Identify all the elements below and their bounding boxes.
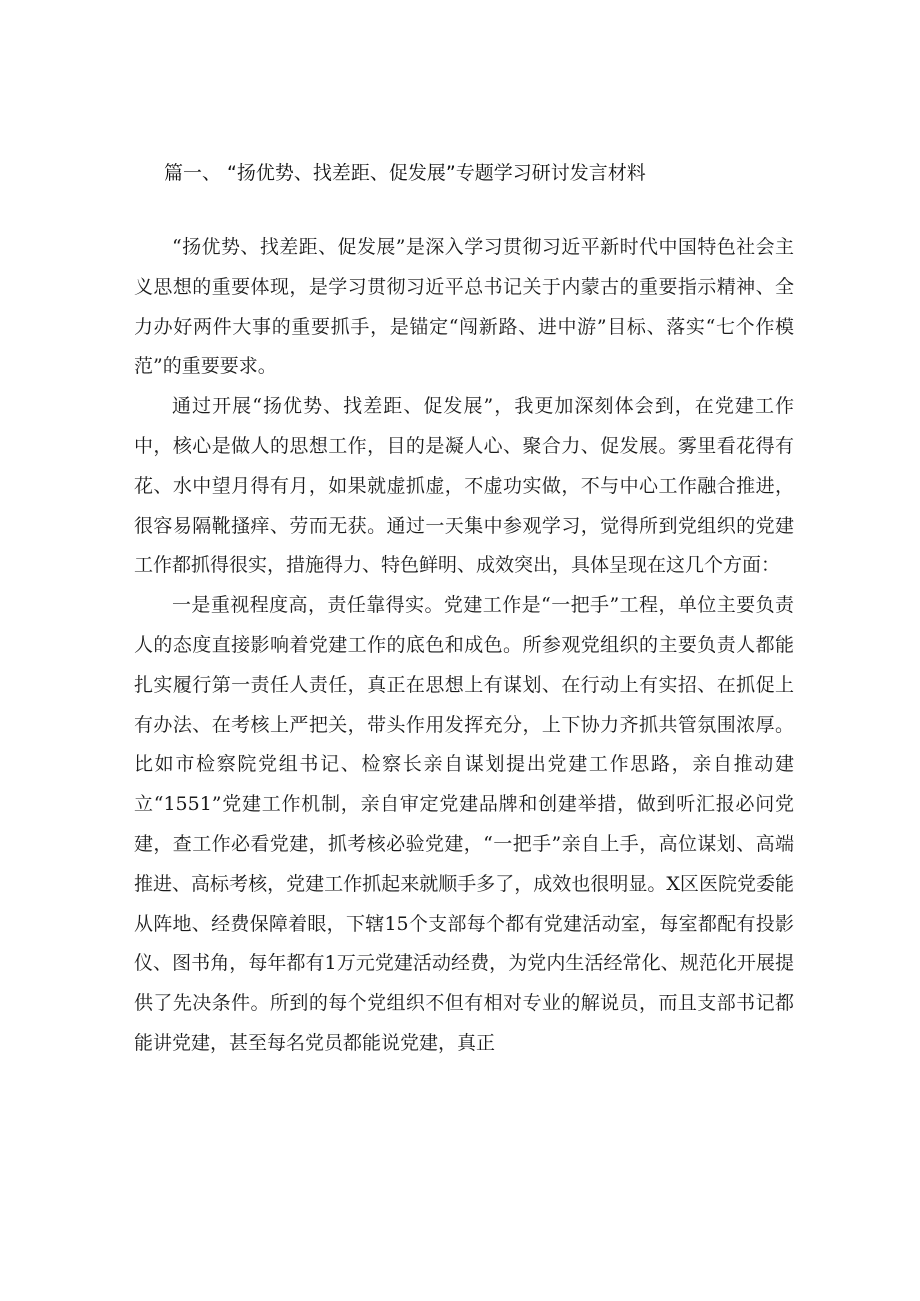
document-title: 篇一、 “扬优势、找差距、促发展”专题学习研讨发言材料	[164, 162, 646, 184]
paragraph-2: 通过开展“扬优势、找差距、促发展”，我更加深刻体会到，在党建工作中，核心是做人的思想工作，目的是凝人心、聚合力、促发展。雾里看花得有花、水中望月得有月，如果就虚抓虚，不虚功实做，不与中心工作融合推进，很容易隔靴搔痒、劳而无获。通过一天集中参观学习，觉得所到党组织的党建工作都抓得很实，措施得力、特色鲜明、成效突出，具体呈现在这几个方面：	[134, 395, 794, 577]
document-body	[134, 228, 794, 1064]
paragraph-1: “扬优势、找差距、促发展”是深入学习贯彻习近平新时代中国特色社会主义思想的重要体现，是学习贯彻习近平总书记关于内蒙古的重要指示精神、全力办好两件大事的重要抓手，是锚定“闯新路、进中游”目标、落实“七个作模范”的重要要求。	[134, 236, 794, 378]
paragraph-3: 一是重视程度高，责任靠得实。党建工作是“一把手”工程，单位主要负责人的态度直接影响着党建工作的底色和成色。所参观党组织的主要负责人都能扎实履行第一责任人责任，真正在思想上有谋划、在行动上有实招、在抓促上有办法、在考核上严把关，带头作用发挥充分，上下协力齐抓共管氛围浓厚。比如市检察院党组书记、检察长亲自谋划提出党建工作思路，亲自推动建立“1551”党建工作机制，亲自审定党建品牌和创建举措，做到听汇报必问党建，查工作必看党建，抓考核必验党建，“一把手”亲自上手，高位谋划、高端推进、高标考核，党建工作抓起来就顺手多了，成效也很明显。X区医院党委能从阵地、经费保障着眼，下辖15个支部每个都有党建活动室，每室都配有投影仪、图书角，每年都有1万元党建活动经费，为党内生活经常化、规范化开展提供了先决条件。所到的每个党组织不但有相对专业的解说员，而且支部书记都能讲党建，甚至每名党员都能说党建，真正	[134, 594, 794, 1054]
